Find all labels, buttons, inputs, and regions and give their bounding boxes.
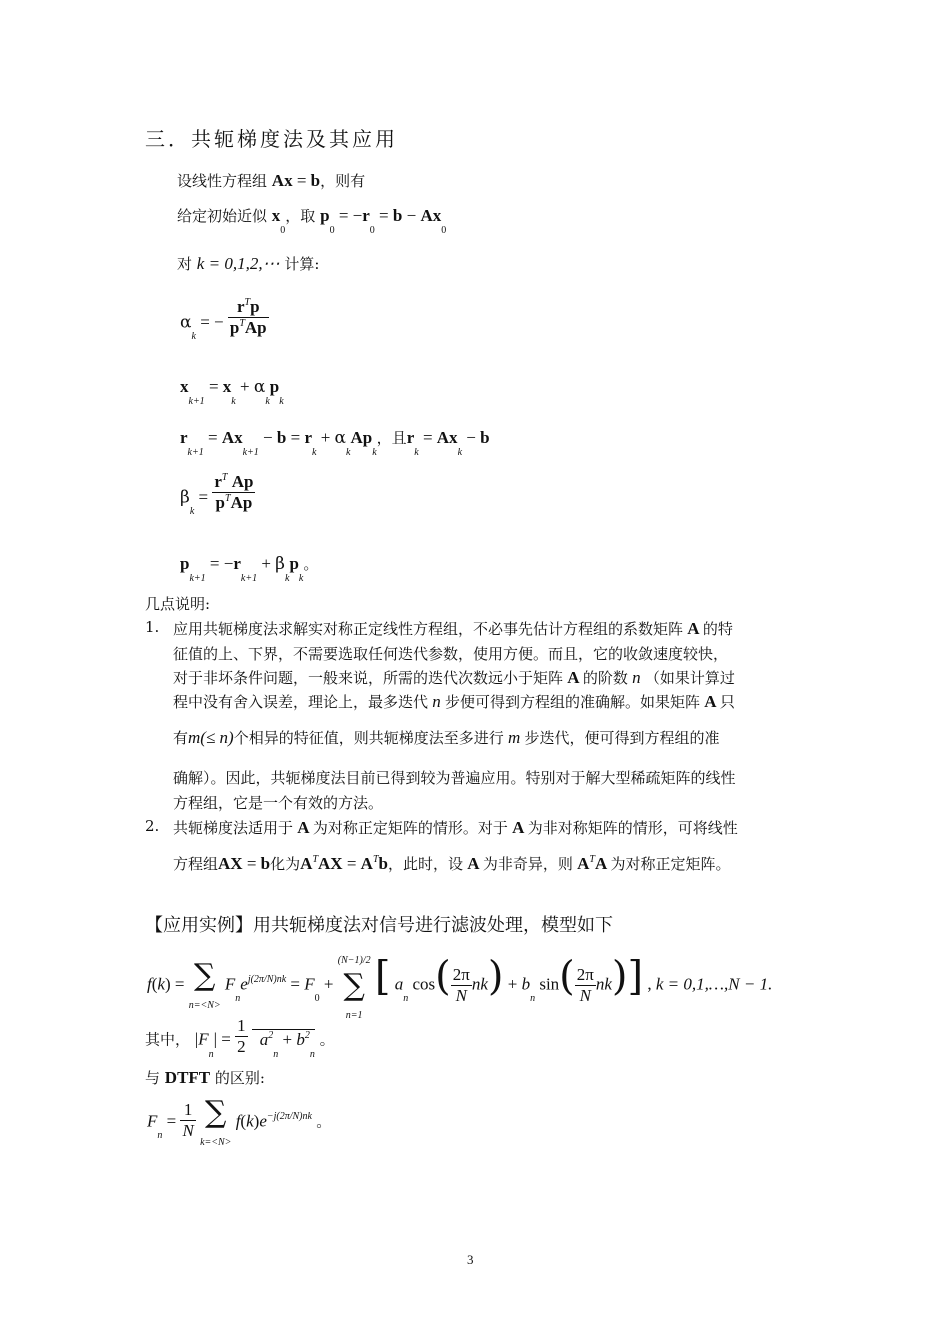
dtft-line: 与 DTFT 的区别: bbox=[145, 1068, 265, 1087]
p-update-formula: $p_{k+1} = -r_{k+1} + \beta_kp_k$。 bbox=[180, 554, 319, 584]
note-1-line-1: 应用共轭梯度法求解实对称正定线性方程组，不必事先估计方程组的系数矩阵 A 的特 bbox=[173, 619, 733, 638]
init-mid: ，取 bbox=[285, 207, 316, 225]
k-range: k = 0,1,2,⋯ bbox=[196, 254, 280, 273]
note-2-line-2: 方程组AX = b化为$A^TAX = A^Tb$，此时，设 A 为非奇异，则 $A^TA$ 为对称正定矩阵。 bbox=[173, 854, 731, 873]
alpha-formula: $\alpha_k$ = − $\frac{r^Tp}{p^TAp}$ bbox=[180, 297, 267, 343]
intro-suffix: ，则有 bbox=[320, 172, 366, 190]
loop-suffix: 计算: bbox=[284, 255, 320, 273]
note-1-line-6: 确解）。因此，共轭梯度法目前已得到较为普遍应用。特别对于解大型稀疏矩阵的线性 bbox=[173, 769, 736, 787]
magnitude-line: 其中， $|F_n|$ = $\frac{1}{2}$ $a^2_n + b^2_n$ 。 bbox=[145, 1016, 335, 1060]
note-2-number: 2. bbox=[145, 817, 160, 835]
note-1-number: 1. bbox=[145, 618, 160, 636]
notes-heading: 几点说明: bbox=[145, 595, 211, 613]
signal-model-formula: f(k) = ∑ $n=<N> F_ne^{j(2\pi/N)nk} = F_0 + (N-1)/2$ ∑ n=1 [ $a_n$ cos( $\frac{2\pi}{N}$ $nk) + b_n$ sin( $\frac{2\pi}{N}$ nk)] , k = 0,1,…,N − 1. bbox=[147, 953, 773, 1021]
note-1-line-5: 有m(≤ n)个相异的特征值，则共轭梯度法至多进行 m 步迭代，便可得到方程组的准 bbox=[173, 728, 720, 747]
loop-line bbox=[177, 253, 319, 274]
equation-ax-b: Ax bbox=[271, 171, 293, 190]
dtft-formula: $F_n$ = $\frac{1}{N}$ ∑ $k=<N> f(k)e^{-j(2\pi/N)nk}$ 。 bbox=[147, 1095, 332, 1148]
note-1-line-3: 对于非坏条件问题，一般来说，所需的迭代次数远小于矩阵 A 的阶数 n （如果计算过 bbox=[173, 668, 735, 687]
section-title: 三．共轭梯度法及其应用 bbox=[145, 127, 398, 151]
r-update-formula: $r_{k+1} = Ax_{k+1} - b = r_k + \alpha_kAp_k$，且$r_k = Ax_k - b$ bbox=[180, 428, 490, 458]
intro-line: 设线性方程组 Ax = b，则有 bbox=[177, 171, 366, 190]
x-update-formula: $x_{k+1} = x_k + \alpha_kp_k$ bbox=[180, 377, 284, 407]
intro-prefix: 设线性方程组 bbox=[177, 172, 268, 190]
init-prefix: 给定初始近似 bbox=[177, 207, 268, 225]
k-range-example: k = 0,1,…,N − 1. bbox=[655, 974, 773, 994]
init-line: 给定初始近似 $x_0$，取 $p_0 = -r_0 = b - Ax_0$ bbox=[177, 206, 447, 236]
note-1-line-4: 程中没有舍入误差，理论上，最多迭代 n 步便可得到方程组的准确解。如果矩阵 A 只 bbox=[173, 692, 735, 711]
page-number: 3 bbox=[467, 1252, 474, 1267]
and-text: ，且 bbox=[376, 431, 407, 447]
example-heading: 【应用实例】用共轭梯度法对信号进行滤波处理，模型如下 bbox=[145, 915, 613, 936]
beta-formula: $\beta_k$ = $\frac{r^T Ap}{p^TAp}$ bbox=[180, 472, 254, 518]
note-1-line-7: 方程组，它是一个有效的方法。 bbox=[173, 794, 384, 812]
note-1-line-2: 征值的上、下界，不需要选取任何迭代参数，使用方便。而且，它的收敛速度较快， bbox=[173, 645, 729, 663]
note-2-line-1: 共轭梯度法适用于 A 为对称正定矩阵的情形。对于 A 为非对称矩阵的情形，可将线性 bbox=[173, 818, 738, 837]
loop-prefix: 对 bbox=[177, 255, 193, 273]
